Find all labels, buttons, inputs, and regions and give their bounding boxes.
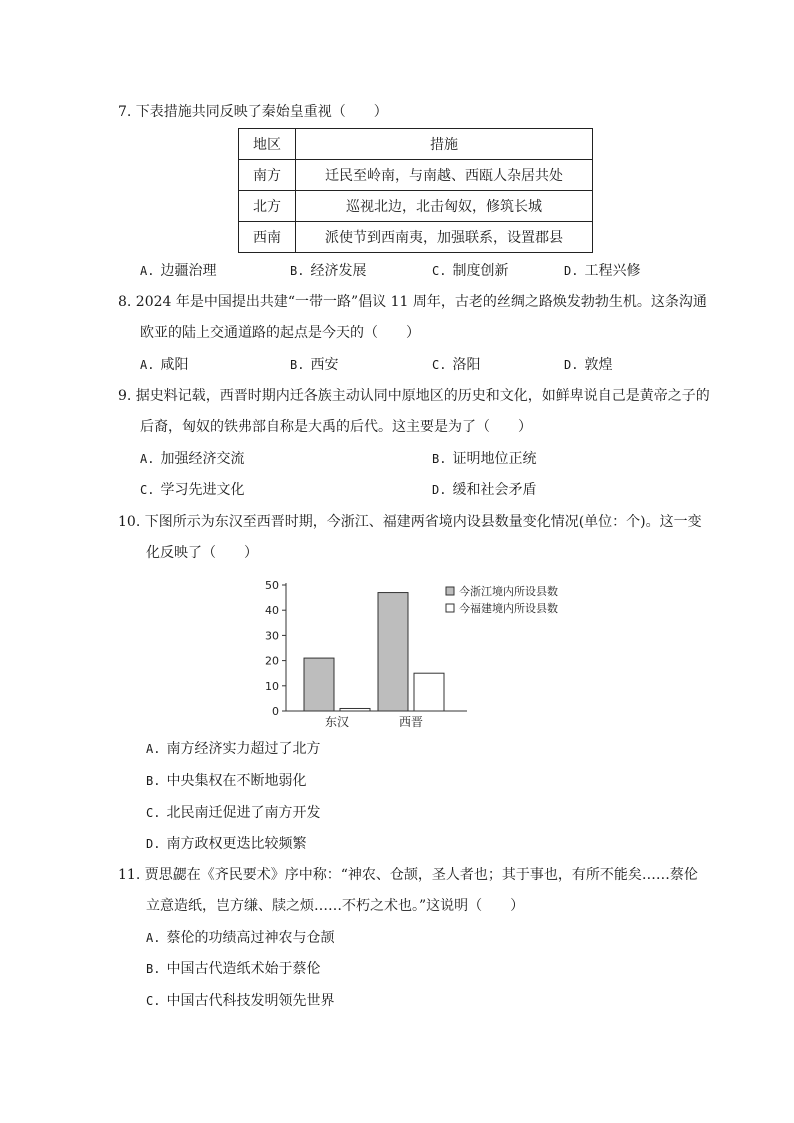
y-tick-label: 30: [265, 629, 279, 643]
question-8-line-1: 8. 2024 年是中国提出共建“一带一路”倡议 11 周年，古老的丝绸之路焕发勃勃生机。这条沟通: [118, 294, 707, 310]
option-label: B.: [290, 358, 305, 372]
table-row: [239, 222, 593, 253]
table-cell-region: 北方: [239, 191, 296, 222]
bar: [340, 708, 370, 711]
option-label: B.: [146, 774, 161, 788]
table-cell-measure: 巡视北边，北击匈奴，修筑长城: [296, 191, 593, 222]
table-row: [239, 160, 593, 191]
q7-option-a[interactable]: [140, 261, 216, 281]
option-text: 学习先进文化: [160, 482, 245, 498]
table-row: [239, 191, 593, 222]
question-8-line-2: 欧亚的陆上交通道路的起点是今天的（ ）: [140, 325, 420, 341]
question-10-line-1: 10. 下图所示为东汉至西晋时期，今浙江、福建两省境内设县数量变化情况(单位：个)。这一变: [118, 514, 702, 530]
q8-option-a[interactable]: [140, 355, 188, 375]
option-label: B.: [146, 962, 161, 976]
q10-option-c[interactable]: [146, 803, 320, 823]
table-cell-measure: 迁民至岭南，与南越、西瓯人杂居共处: [296, 160, 593, 191]
table-header-measures: 措施: [296, 129, 593, 160]
y-tick-label: 50: [265, 579, 279, 592]
option-label: D.: [146, 837, 161, 851]
option-label: C.: [146, 806, 161, 820]
question-9-line-1: 9. 据史料记载，西晋时期内迁各族主动认同中原地区的历史和文化，如鲜卑说自己是黄帝之子的: [118, 388, 710, 404]
option-text: 南方政权更迭比较频繁: [166, 836, 307, 852]
measures-table: [238, 128, 593, 253]
legend-swatch: [446, 587, 454, 595]
option-text: 南方经济实力超过了北方: [166, 741, 321, 757]
table-cell-measure: 派使节到西南夷，加强联系，设置郡县: [296, 222, 593, 253]
option-text: 制度创新: [452, 263, 509, 279]
option-label: B.: [432, 452, 447, 466]
option-label: C.: [140, 483, 155, 497]
q9-option-c[interactable]: [140, 480, 244, 500]
option-label: A.: [146, 742, 161, 756]
option-text: 边疆治理: [160, 263, 217, 279]
county-count-bar-chart: [262, 578, 592, 738]
q10-option-b[interactable]: [146, 771, 306, 791]
option-text: 敦煌: [584, 357, 613, 373]
table-header-region: 地区: [239, 129, 296, 160]
question-11-line-2: 立意造纸，岂方缣、牍之烦……不朽之术也。”这说明（ ）: [146, 898, 525, 914]
q9-option-a[interactable]: [140, 449, 244, 469]
table-cell-region: 西南: [239, 222, 296, 253]
q7-option-b[interactable]: [290, 261, 366, 281]
option-text: 咸阳: [160, 357, 189, 373]
option-label: C.: [432, 264, 447, 278]
q11-option-a[interactable]: [146, 928, 334, 948]
legend-label: 今浙江境内所设县数: [459, 585, 558, 598]
bar: [414, 673, 444, 711]
option-label: D.: [564, 358, 579, 372]
option-label: B.: [290, 264, 305, 278]
option-label: D.: [564, 264, 579, 278]
q8-option-c[interactable]: [432, 355, 480, 375]
legend-label: 今福建境内所设县数: [459, 602, 558, 615]
q11-option-c[interactable]: [146, 991, 334, 1011]
x-category-label: 东汉: [324, 715, 350, 729]
question-11-line-1: 11. 贾思勰在《齐民要术》序中称：“神农、仓颉，圣人者也；其于事也，有所不能矣……蔡伦: [118, 867, 698, 883]
legend-swatch: [446, 604, 454, 612]
option-text: 西安: [310, 357, 339, 373]
option-label: C.: [432, 358, 447, 372]
option-text: 缓和社会矛盾: [452, 482, 537, 498]
x-category-label: 西晋: [398, 715, 424, 729]
question-10-line-2: 化反映了（ ）: [146, 545, 258, 561]
option-text: 洛阳: [452, 357, 481, 373]
table-header-row: [239, 129, 593, 160]
q10-option-a[interactable]: [146, 739, 320, 759]
option-text: 北民南迁促进了南方开发: [166, 805, 321, 821]
y-tick-label: 40: [265, 604, 279, 618]
option-label: D.: [432, 483, 447, 497]
option-text: 加强经济交流: [160, 451, 245, 467]
q9-option-b[interactable]: [432, 449, 536, 469]
q11-option-b[interactable]: [146, 959, 320, 979]
question-7-stem: 7. 下表措施共同反映了秦始皇重视（ ）: [118, 104, 388, 120]
q8-option-b[interactable]: [290, 355, 338, 375]
bar: [378, 593, 408, 711]
option-text: 中国古代造纸术始于蔡伦: [166, 961, 321, 977]
bar: [304, 658, 334, 711]
option-label: A.: [140, 264, 155, 278]
option-text: 经济发展: [310, 263, 367, 279]
option-label: A.: [140, 358, 155, 372]
q7-option-d[interactable]: [564, 261, 640, 281]
q8-option-d[interactable]: [564, 355, 612, 375]
q7-option-c[interactable]: [432, 261, 508, 281]
option-text: 证明地位正统: [452, 451, 537, 467]
y-tick-label: 0: [272, 705, 279, 718]
y-tick-label: 10: [265, 679, 279, 693]
option-text: 工程兴修: [584, 263, 641, 279]
table-cell-region: 南方: [239, 160, 296, 191]
q9-option-d[interactable]: [432, 480, 536, 500]
option-label: A.: [146, 931, 161, 945]
option-text: 中央集权在不断地弱化: [166, 773, 307, 789]
y-tick-label: 20: [265, 654, 279, 668]
q10-option-d[interactable]: [146, 834, 306, 854]
question-9-line-2: 后裔，匈奴的铁弗部自称是大禹的后代。这主要是为了（ ）: [140, 419, 532, 435]
option-label: A.: [140, 452, 155, 466]
option-text: 中国古代科技发明领先世界: [166, 993, 335, 1009]
option-label: C.: [146, 994, 161, 1008]
option-text: 蔡伦的功绩高过神农与仓颉: [166, 930, 335, 946]
